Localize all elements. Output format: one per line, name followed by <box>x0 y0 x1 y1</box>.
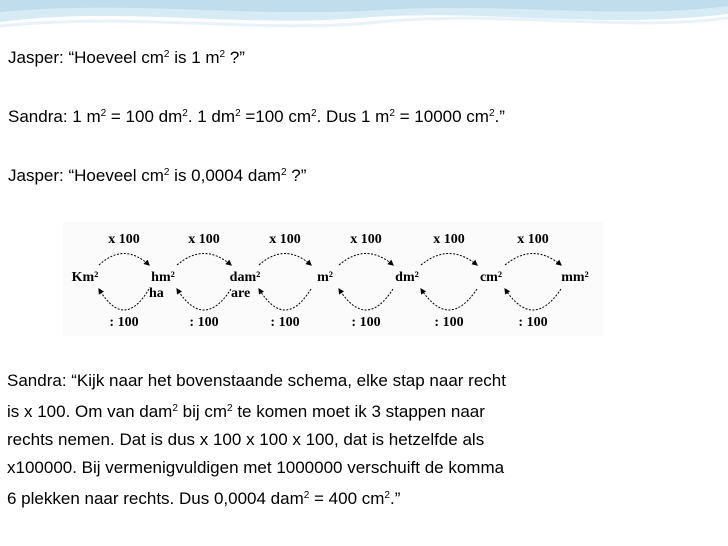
divide-label: : 100 <box>109 315 139 330</box>
multiply-arrow <box>505 254 561 266</box>
unit-label: mm² <box>561 270 589 285</box>
divide-label: : 100 <box>351 315 381 330</box>
unit-label: dm² <box>395 270 419 285</box>
multiply-label: x 100 <box>108 232 140 247</box>
unit-label: dam² <box>229 270 261 285</box>
divide-arrow <box>505 289 561 310</box>
divide-label: : 100 <box>518 315 548 330</box>
unit-conversion-scheme <box>63 222 603 336</box>
unit-label: m² <box>317 270 333 285</box>
divide-arrow <box>421 289 477 310</box>
divide-arrow <box>99 289 149 310</box>
divide-label: : 100 <box>189 315 219 330</box>
unit-label: cm² <box>479 270 503 285</box>
divide-arrow <box>259 289 311 310</box>
answer-2: Sandra: “Kijk naar het bovenstaande schema, elke stap naar recht is x 100. Om van dam$^2$ bij $cm^2$ te komen moet ik 3 stappen naar rechts nemen. Dat is dus x 100 x 100 x 100, dat is hetzelfde als x100000. Bij vermenigvuldigen met 1000000 verschuift de komma 6 plekken naar rechts. Dus 0,0004 dam$^2$ = 400 $cm^2$.” <box>7 371 506 508</box>
unit-sublabel: ha <box>149 286 164 301</box>
divide-arrow <box>177 289 231 310</box>
divide-label: : 100 <box>434 315 464 330</box>
answer-1: Sandra: 1 $m^2 = 100$ $dm^2$. 1 $dm^2 =100$ $cm^2$. Dus 1 $m^2 = 10000$ $cm^2$.” <box>8 107 505 126</box>
multiply-arrow <box>259 254 311 266</box>
unit-sublabel: are <box>231 286 251 301</box>
multiply-label: x 100 <box>188 232 220 247</box>
multiply-arrow <box>339 254 393 266</box>
question-2: Jasper: “Hoeveel $cm^2$ is 0,0004 dam$^2$ ?” <box>8 166 307 185</box>
unit-label: hm² <box>151 270 175 285</box>
multiply-arrow <box>421 254 477 266</box>
multiply-label: x 100 <box>350 232 382 247</box>
question-1: Jasper: “Hoeveel $cm^2$ is 1 $m^2$ ?” <box>8 48 245 67</box>
divide-label: : 100 <box>270 315 300 330</box>
multiply-label: x 100 <box>269 232 301 247</box>
multiply-arrow <box>177 254 231 266</box>
multiply-label: x 100 <box>517 232 549 247</box>
multiply-label: x 100 <box>433 232 465 247</box>
header-wave-banner <box>0 0 728 40</box>
divide-arrow <box>339 289 393 310</box>
unit-label: Km² <box>71 270 99 285</box>
multiply-arrow <box>99 254 149 266</box>
